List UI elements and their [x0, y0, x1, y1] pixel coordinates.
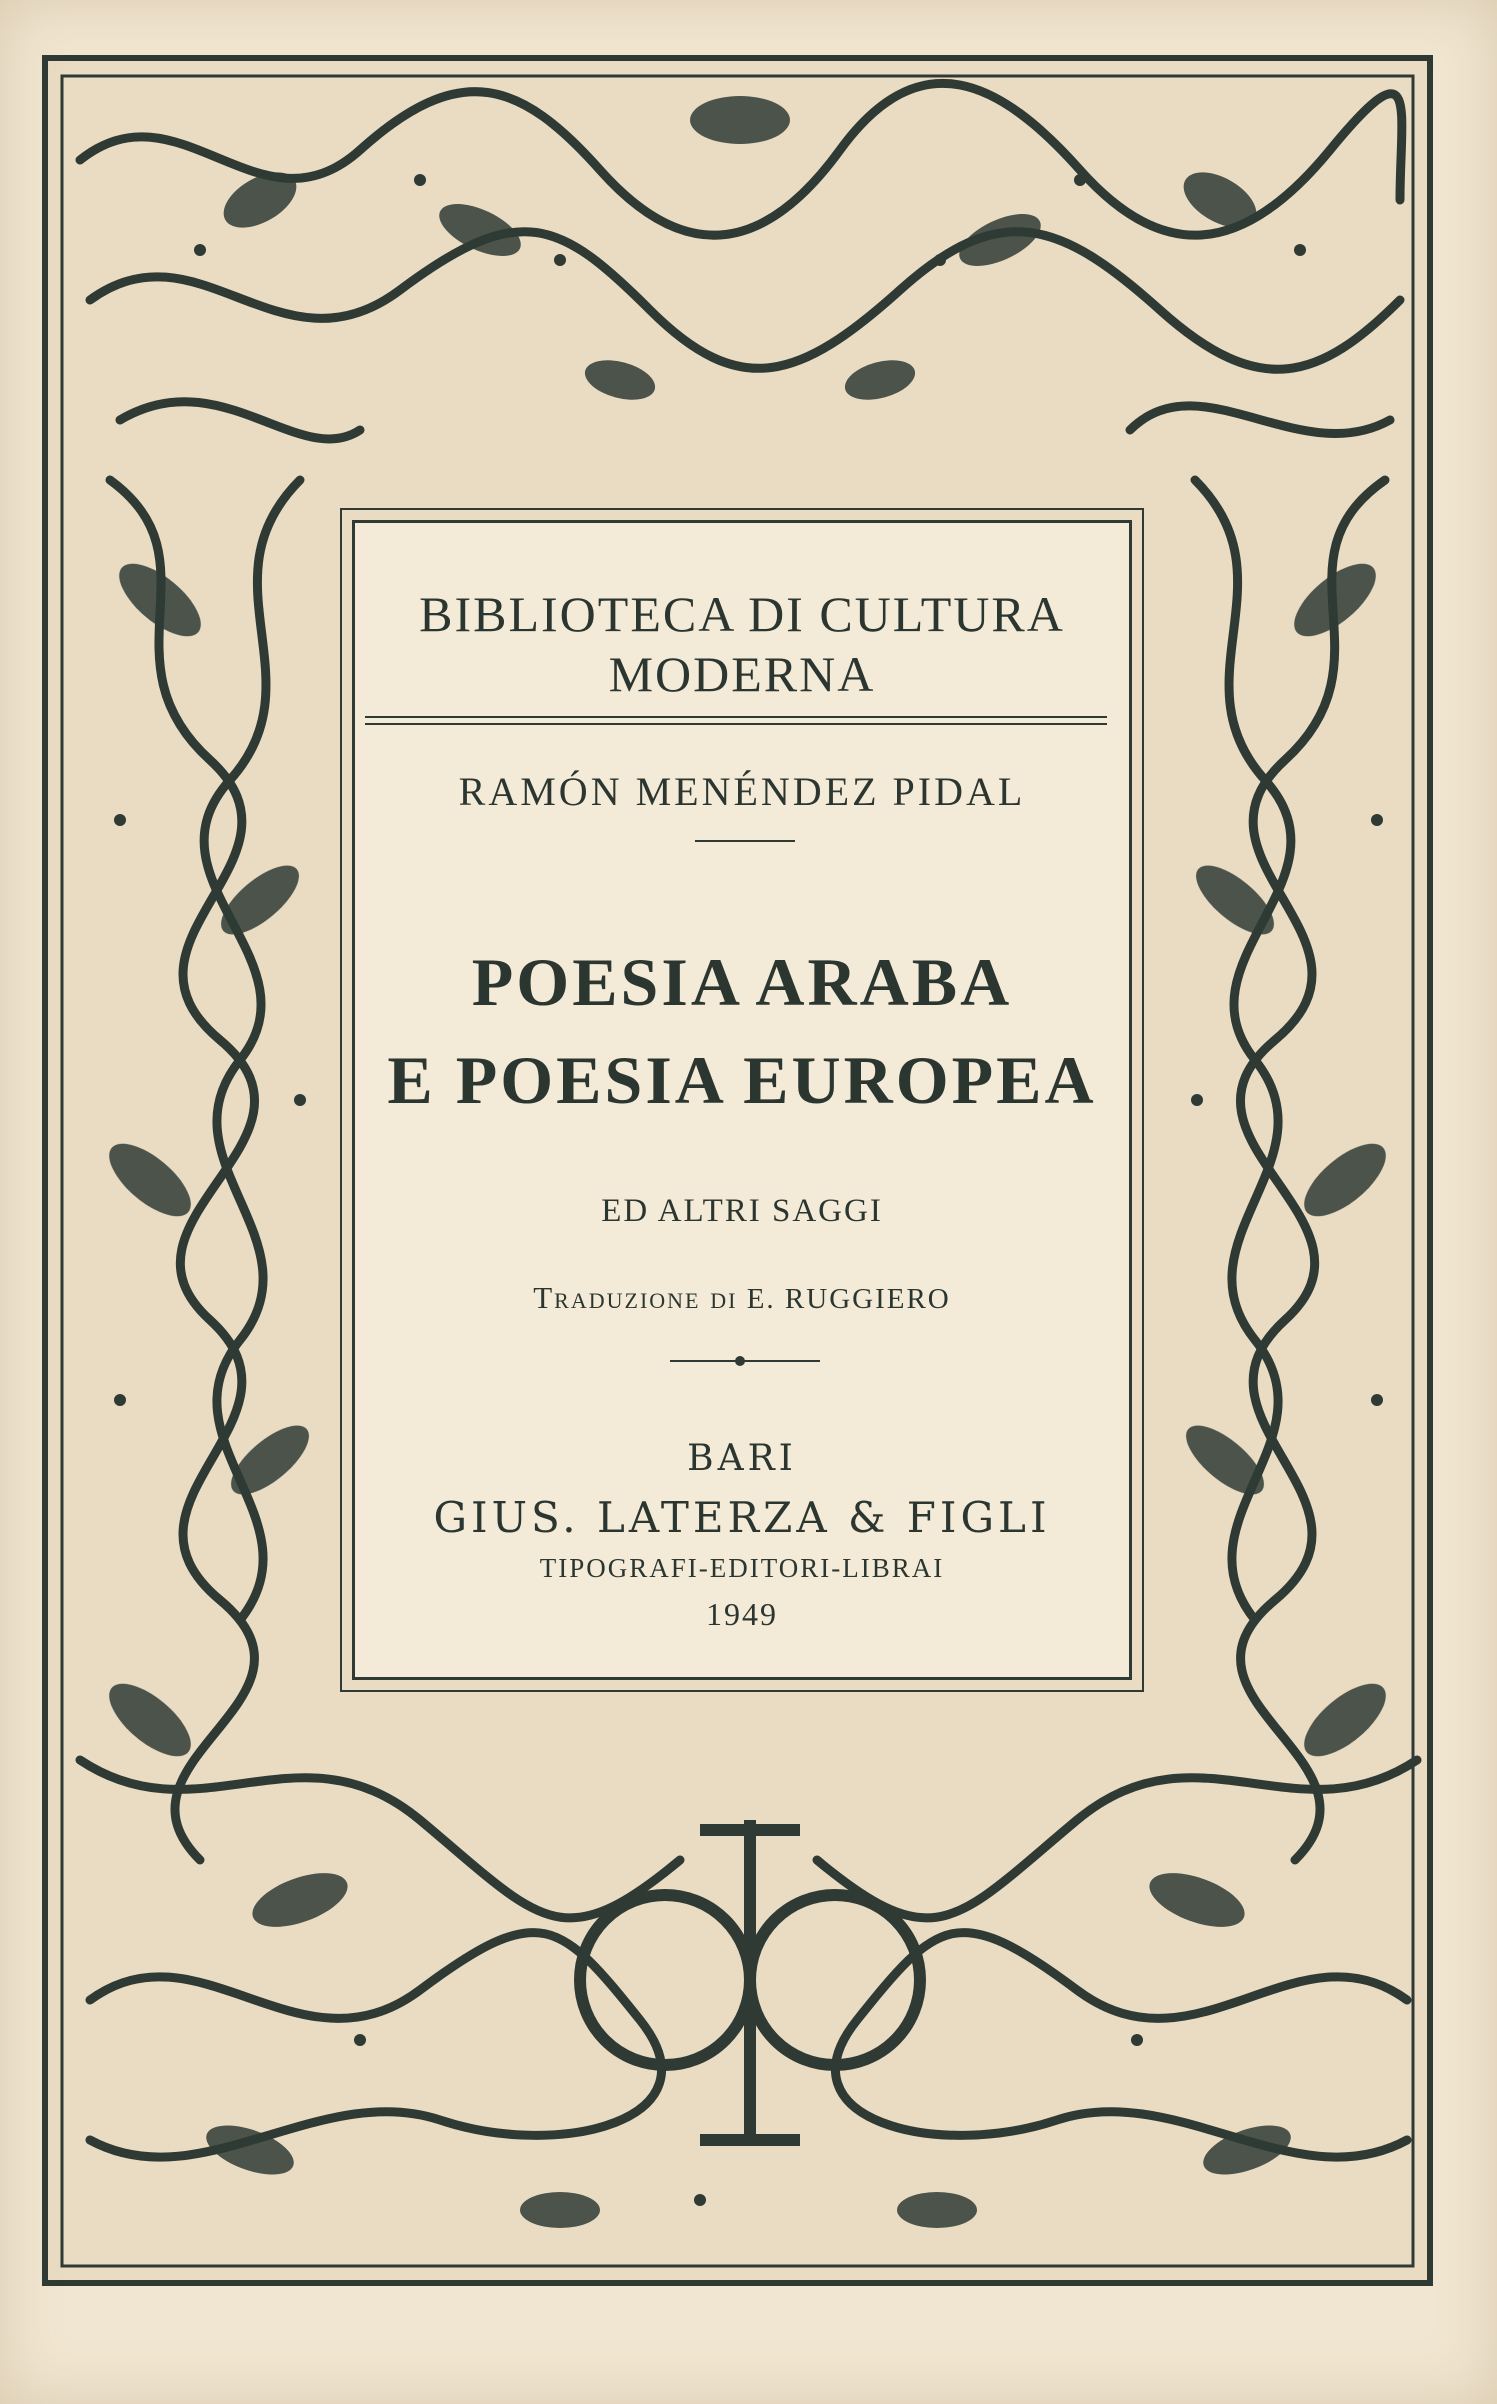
series-title-line1: BIBLIOTECA DI CULTURA	[419, 586, 1065, 642]
series-title-line2: MODERNA	[608, 646, 876, 702]
book-title-line1: POESIA ARABA	[471, 944, 1013, 1020]
publisher-trade: TIPOGRAFI-EDITORI-LIBRAI	[539, 1553, 945, 1583]
author-name: RAMÓN MENÉNDEZ PIDAL	[458, 769, 1026, 814]
author-underline	[695, 840, 795, 842]
publication-year: 1949	[706, 1596, 778, 1632]
book-title-line2: E POESIA EUROPEA	[387, 1042, 1097, 1118]
ornamental-divider	[670, 1360, 820, 1362]
translator-name: E. RUGGIERO	[746, 1283, 951, 1315]
title-panel	[352, 520, 1132, 1680]
double-rule-bottom	[365, 723, 1107, 725]
publication-city: BARI	[687, 1438, 797, 1479]
divider-dot	[735, 1356, 745, 1366]
book-subtitle: ED ALTRI SAGGI	[601, 1193, 883, 1229]
double-rule-top	[365, 716, 1107, 718]
translation-credit	[355, 1280, 1129, 1316]
publisher-name: GIUS. LATERZA & FIGLI	[433, 1493, 1051, 1542]
translation-prefix: Traduzione di	[533, 1280, 738, 1315]
